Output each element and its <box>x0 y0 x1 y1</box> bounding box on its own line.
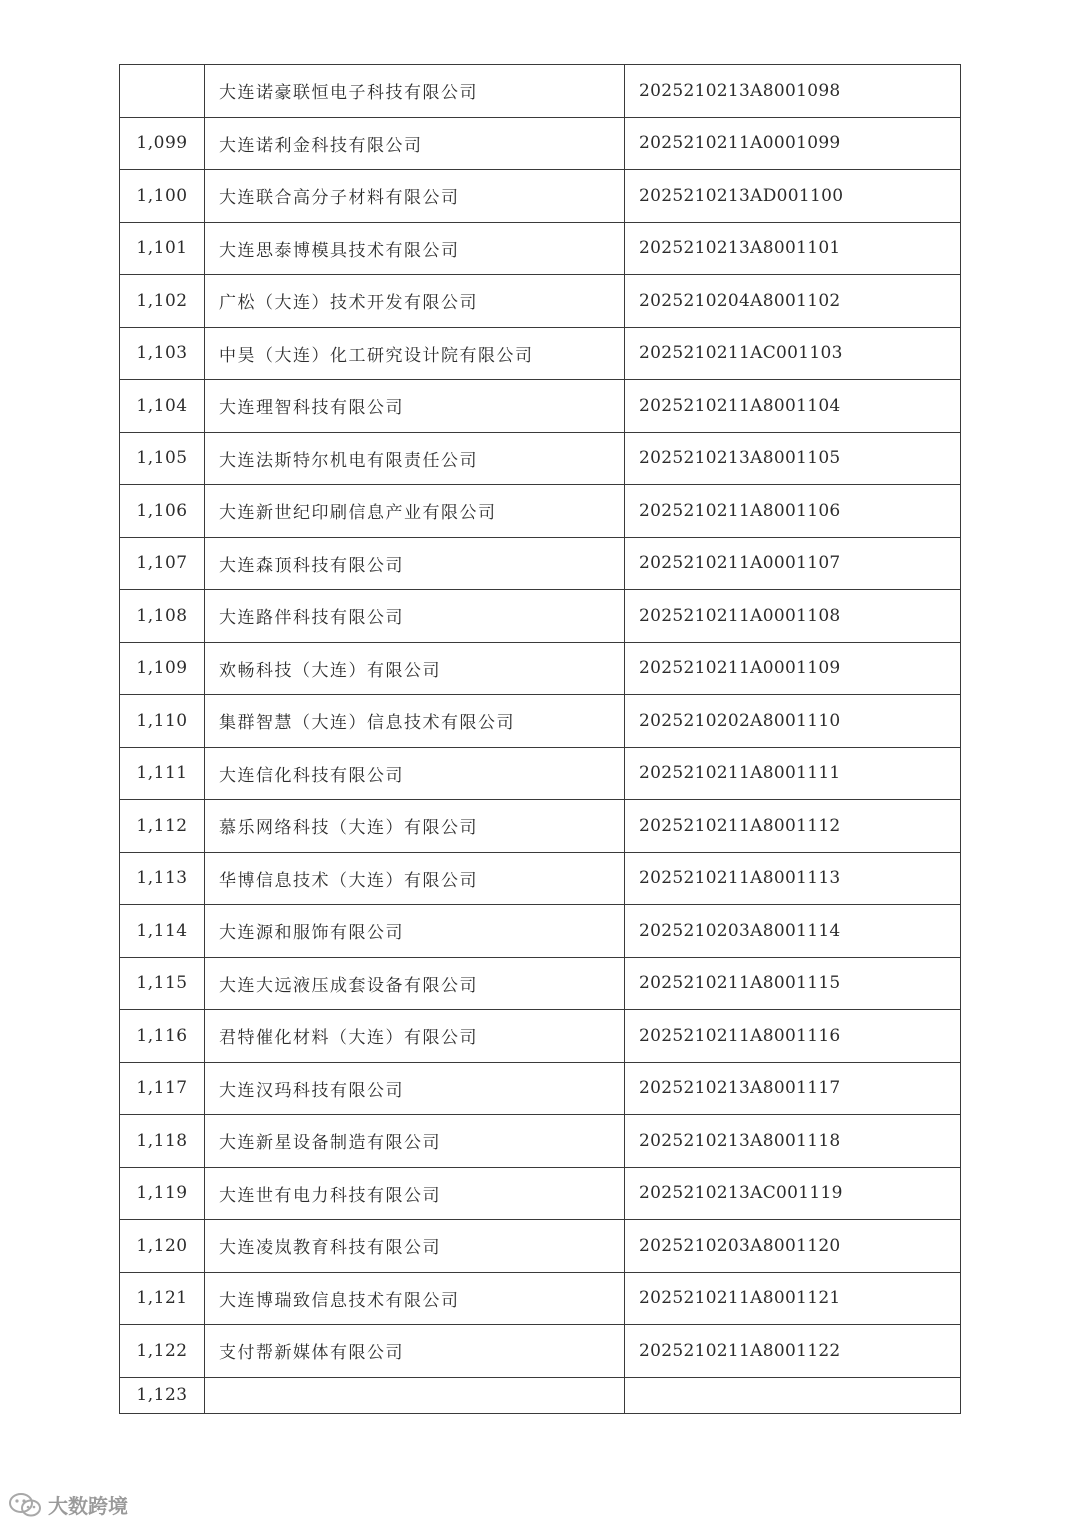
table-row <box>120 222 961 275</box>
table-row <box>120 432 961 485</box>
registration-code-cell: 2025210213A8001098 <box>625 65 961 118</box>
row-number-cell: 1,103 <box>120 327 205 380</box>
registration-code-cell: 2025210213AC001119 <box>625 1167 961 1220</box>
company-name-cell: 大连凌岚教育科技有限公司 <box>205 1220 625 1273</box>
company-name-cell: 大连大远液压成套设备有限公司 <box>205 957 625 1010</box>
row-number-cell: 1,120 <box>120 1220 205 1273</box>
registration-code-cell: 2025210203A8001120 <box>625 1220 961 1273</box>
registration-code-cell: 2025210213A8001117 <box>625 1062 961 1115</box>
company-name-cell: 大连汉玛科技有限公司 <box>205 1062 625 1115</box>
table-row <box>120 1272 961 1325</box>
row-number-cell: 1,107 <box>120 537 205 590</box>
company-name-cell: 大连诺利金科技有限公司 <box>205 117 625 170</box>
registration-code-cell: 2025210213A8001118 <box>625 1115 961 1168</box>
registration-code-cell: 2025210213AD001100 <box>625 170 961 223</box>
company-name-cell: 君特催化材料（大连）有限公司 <box>205 1010 625 1063</box>
company-name-cell: 大连诺豪联恒电子科技有限公司 <box>205 65 625 118</box>
registration-code-cell <box>625 1377 961 1413</box>
company-name-cell: 大连信化科技有限公司 <box>205 747 625 800</box>
company-name-cell: 慕乐网络科技（大连）有限公司 <box>205 800 625 853</box>
table-row <box>120 1115 961 1168</box>
table-row <box>120 117 961 170</box>
row-number-cell: 1,099 <box>120 117 205 170</box>
registration-code-cell: 2025210211A0001108 <box>625 590 961 643</box>
row-number-cell: 1,122 <box>120 1325 205 1378</box>
row-number-cell: 1,109 <box>120 642 205 695</box>
registration-code-cell: 2025210211A8001121 <box>625 1272 961 1325</box>
company-name-cell: 集群智慧（大连）信息技术有限公司 <box>205 695 625 748</box>
row-number-cell: 1,114 <box>120 905 205 958</box>
table-row <box>120 852 961 905</box>
company-name-cell: 大连思泰博模具技术有限公司 <box>205 222 625 275</box>
company-name-cell: 大连联合高分子材料有限公司 <box>205 170 625 223</box>
table-row <box>120 957 961 1010</box>
registration-code-cell: 2025210202A8001110 <box>625 695 961 748</box>
company-name-cell: 广松（大连）技术开发有限公司 <box>205 275 625 328</box>
table-row <box>120 642 961 695</box>
row-number-cell: 1,118 <box>120 1115 205 1168</box>
row-number-cell: 1,113 <box>120 852 205 905</box>
registration-code-cell: 2025210213A8001105 <box>625 432 961 485</box>
table-row <box>120 747 961 800</box>
row-number-cell: 1,102 <box>120 275 205 328</box>
company-name-cell: 大连博瑞致信息技术有限公司 <box>205 1272 625 1325</box>
registration-code-cell: 2025210211A8001116 <box>625 1010 961 1063</box>
row-number-cell: 1,100 <box>120 170 205 223</box>
table-row <box>120 800 961 853</box>
registration-code-cell: 2025210211A0001109 <box>625 642 961 695</box>
registration-code-cell: 2025210211A8001115 <box>625 957 961 1010</box>
table-row <box>120 905 961 958</box>
table-row <box>120 1010 961 1063</box>
company-name-cell: 中昊（大连）化工研究设计院有限公司 <box>205 327 625 380</box>
registration-code-cell: 2025210203A8001114 <box>625 905 961 958</box>
table-row <box>120 65 961 118</box>
company-name-cell: 大连源和服饰有限公司 <box>205 905 625 958</box>
row-number-cell: 1,116 <box>120 1010 205 1063</box>
registration-code-cell: 2025210211A0001099 <box>625 117 961 170</box>
row-number-cell: 1,105 <box>120 432 205 485</box>
table-row <box>120 485 961 538</box>
row-number-cell: 1,101 <box>120 222 205 275</box>
table-row <box>120 1062 961 1115</box>
table-row <box>120 695 961 748</box>
registration-code-cell: 2025210211A0001107 <box>625 537 961 590</box>
registration-code-cell: 2025210211AC001103 <box>625 327 961 380</box>
company-registry-table <box>119 64 961 1414</box>
row-number-cell <box>120 65 205 118</box>
company-name-cell: 大连法斯特尔机电有限责任公司 <box>205 432 625 485</box>
registration-code-cell: 2025210213A8001101 <box>625 222 961 275</box>
row-number-cell: 1,110 <box>120 695 205 748</box>
registration-code-cell: 2025210211A8001112 <box>625 800 961 853</box>
row-number-cell: 1,117 <box>120 1062 205 1115</box>
registry-table-body <box>120 65 961 1414</box>
wechat-logo-icon <box>8 1492 42 1518</box>
registration-code-cell: 2025210204A8001102 <box>625 275 961 328</box>
table-row <box>120 1220 961 1273</box>
table-row <box>120 170 961 223</box>
table-row <box>120 537 961 590</box>
row-number-cell: 1,123 <box>120 1377 205 1413</box>
company-name-cell: 大连路伴科技有限公司 <box>205 590 625 643</box>
watermark-text: 大数跨境 <box>48 1494 128 1518</box>
registration-code-cell: 2025210211A8001113 <box>625 852 961 905</box>
company-name-cell: 大连新世纪印刷信息产业有限公司 <box>205 485 625 538</box>
company-name-cell: 华博信息技术（大连）有限公司 <box>205 852 625 905</box>
registration-code-cell: 2025210211A8001104 <box>625 380 961 433</box>
company-name-cell: 大连理智科技有限公司 <box>205 380 625 433</box>
row-number-cell: 1,115 <box>120 957 205 1010</box>
row-number-cell: 1,119 <box>120 1167 205 1220</box>
table-row <box>120 1167 961 1220</box>
company-name-cell: 支付帮新媒体有限公司 <box>205 1325 625 1378</box>
registration-code-cell: 2025210211A8001122 <box>625 1325 961 1378</box>
company-name-cell: 大连新星设备制造有限公司 <box>205 1115 625 1168</box>
table-row <box>120 590 961 643</box>
company-name-cell <box>205 1377 625 1413</box>
row-number-cell: 1,112 <box>120 800 205 853</box>
row-number-cell: 1,108 <box>120 590 205 643</box>
registration-code-cell: 2025210211A8001111 <box>625 747 961 800</box>
row-number-cell: 1,104 <box>120 380 205 433</box>
company-name-cell: 大连森顶科技有限公司 <box>205 537 625 590</box>
row-number-cell: 1,121 <box>120 1272 205 1325</box>
registration-code-cell: 2025210211A8001106 <box>625 485 961 538</box>
table-row <box>120 380 961 433</box>
watermark <box>8 1490 128 1519</box>
table-row <box>120 1325 961 1378</box>
table-row <box>120 275 961 328</box>
company-name-cell: 欢畅科技（大连）有限公司 <box>205 642 625 695</box>
table-row <box>120 1377 961 1413</box>
row-number-cell: 1,106 <box>120 485 205 538</box>
row-number-cell: 1,111 <box>120 747 205 800</box>
company-name-cell: 大连世有电力科技有限公司 <box>205 1167 625 1220</box>
table-row <box>120 327 961 380</box>
